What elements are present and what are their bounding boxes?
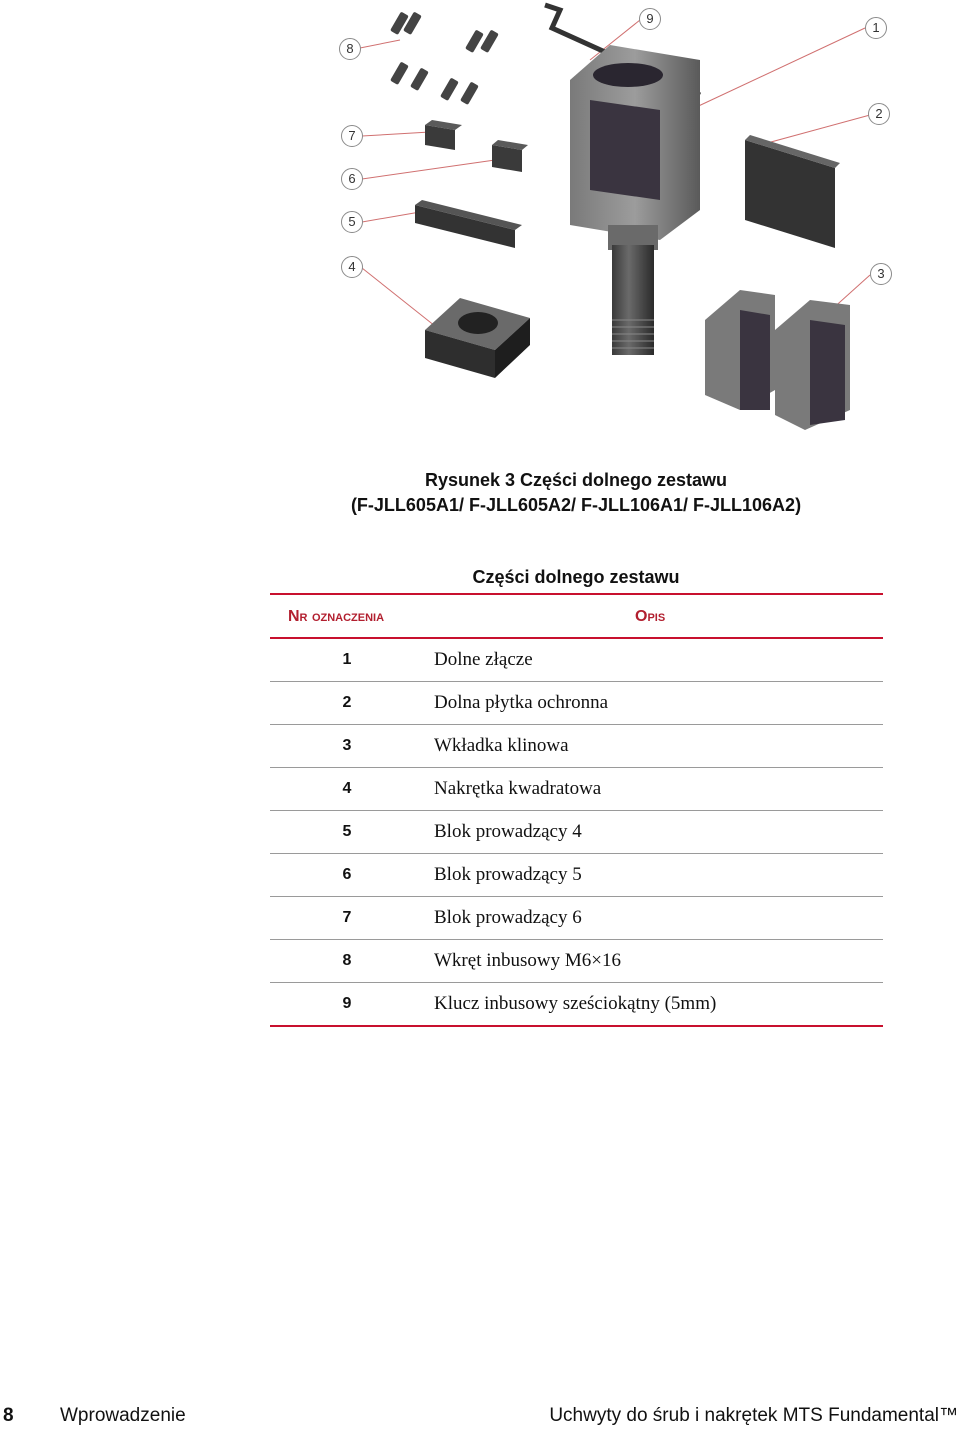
figure-caption-models: (F-JLL605A1/ F-JLL605A2/ F-JLL106A1/ F-JLL106A2) bbox=[350, 495, 802, 515]
exploded-parts-figure bbox=[0, 0, 960, 450]
lower-connector bbox=[570, 45, 700, 355]
footer-doc-title: Uchwyty do śrub i nakrętek MTS Fundamental™ bbox=[549, 1405, 958, 1426]
row-description: Blok prowadzący 6 bbox=[434, 907, 582, 928]
guide-block-5 bbox=[492, 140, 528, 172]
parts-illustration bbox=[0, 0, 960, 450]
row-description: Blok prowadzący 5 bbox=[434, 864, 582, 885]
table-row bbox=[270, 811, 883, 854]
page-number: 8 bbox=[3, 1405, 14, 1426]
table-header bbox=[270, 595, 883, 639]
row-number: 1 bbox=[342, 651, 352, 668]
row-number: 2 bbox=[342, 694, 352, 711]
row-description: Nakrętka kwadratowa bbox=[434, 778, 602, 799]
parts-table bbox=[270, 593, 883, 1027]
row-number: 6 bbox=[342, 866, 352, 883]
guide-block-4 bbox=[415, 200, 522, 248]
row-number: 4 bbox=[342, 780, 352, 797]
table-row bbox=[270, 768, 883, 811]
row-number: 3 bbox=[342, 737, 352, 754]
callout-4: 4 bbox=[341, 256, 363, 278]
table-row bbox=[270, 854, 883, 897]
row-description: Blok prowadzący 4 bbox=[434, 821, 582, 842]
row-number: 7 bbox=[342, 909, 352, 926]
protective-plate bbox=[745, 135, 840, 248]
row-description: Dolna płytka ochronna bbox=[434, 692, 609, 713]
callout-7: 7 bbox=[341, 125, 363, 147]
table-title: Części dolnego zestawu bbox=[472, 567, 680, 587]
table-row bbox=[270, 983, 883, 1027]
row-description: Klucz inbusowy sześciokątny (5mm) bbox=[434, 993, 717, 1014]
square-nut bbox=[425, 298, 530, 378]
row-number: 5 bbox=[342, 823, 352, 840]
footer-section: Wprowadzenie bbox=[60, 1405, 186, 1426]
callout-5: 5 bbox=[341, 211, 363, 233]
row-number: 9 bbox=[342, 995, 352, 1012]
row-description: Dolne złącze bbox=[434, 649, 533, 670]
table-row bbox=[270, 682, 883, 725]
row-description: Wkręt inbusowy M6×16 bbox=[434, 950, 621, 971]
callout-3: 3 bbox=[870, 263, 892, 285]
row-description: Wkładka klinowa bbox=[434, 735, 569, 756]
table-row bbox=[270, 639, 883, 682]
header-description: Opis bbox=[635, 608, 666, 625]
callout-2: 2 bbox=[868, 103, 890, 125]
wedge-inserts bbox=[705, 290, 850, 430]
figure-caption: Rysunek 3 Części dolnego zestawu bbox=[424, 470, 728, 490]
table-row bbox=[270, 897, 883, 940]
table-row bbox=[270, 725, 883, 768]
callout-6: 6 bbox=[341, 168, 363, 190]
guide-block-6 bbox=[425, 120, 462, 150]
hex-screws bbox=[390, 11, 499, 105]
callout-9: 9 bbox=[639, 8, 661, 30]
table-row bbox=[270, 940, 883, 983]
header-number: Nr oznaczenia bbox=[288, 608, 385, 625]
callout-8: 8 bbox=[339, 38, 361, 60]
row-number: 8 bbox=[342, 952, 352, 969]
callout-1: 1 bbox=[865, 17, 887, 39]
